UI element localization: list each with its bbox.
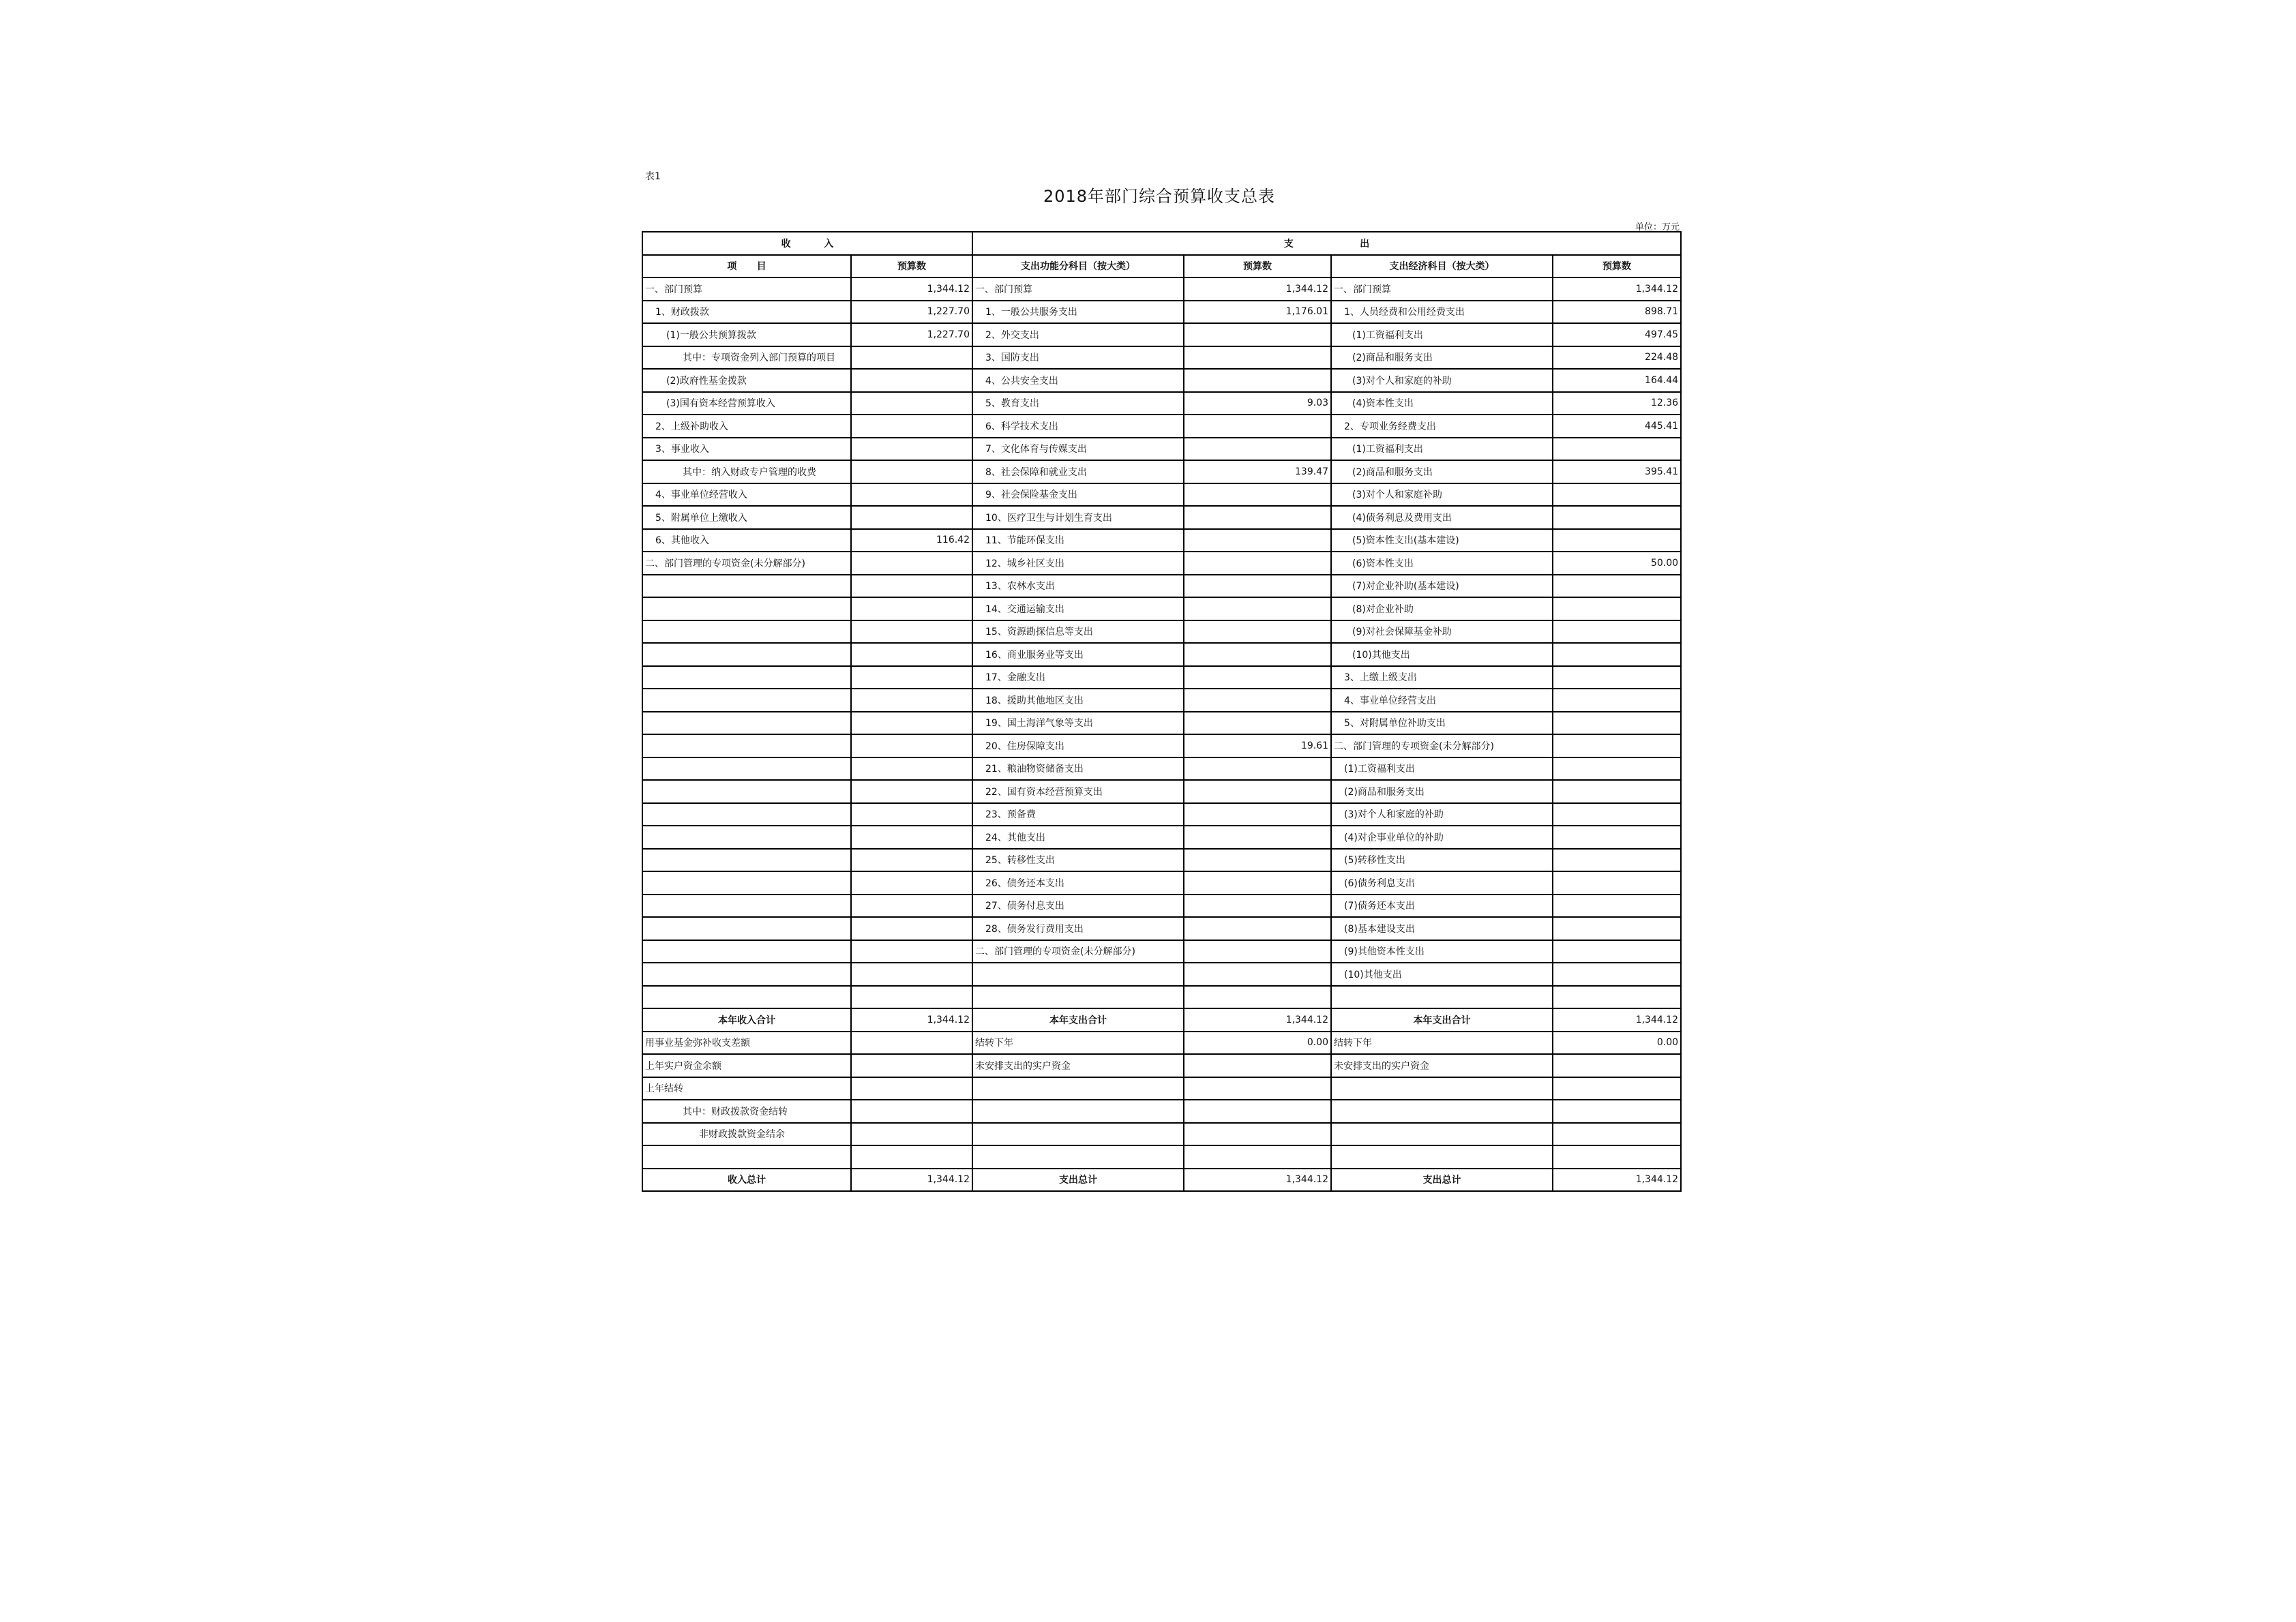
cell-economic-budget	[1553, 620, 1681, 644]
cell-function-budget	[1184, 895, 1331, 918]
table-row	[642, 460, 1681, 483]
cell-income-budget	[851, 849, 972, 872]
cell-function-item: 14、交通运输支出	[972, 597, 1184, 620]
cell-income-item	[642, 666, 851, 689]
cell-economic-item: (6)资本性支出	[1331, 552, 1553, 575]
cell-income-budget	[851, 643, 972, 666]
cell-function-item: 28、债务发行费用支出	[972, 917, 1184, 940]
cell-economic-item: 1、人员经费和公用经费支出	[1331, 301, 1553, 324]
cell-economic-budget	[1553, 780, 1681, 803]
cell-economic-item	[1331, 1077, 1553, 1100]
cell-economic-budget	[1553, 963, 1681, 986]
cell-economic-budget: 497.45	[1553, 323, 1681, 346]
cell-function-item: 11、节能环保支出	[972, 529, 1184, 552]
cell-function-budget: 1,344.12	[1184, 1169, 1331, 1192]
cell-income-item: 上年实户资金余额	[642, 1054, 851, 1077]
cell-function-budget	[1184, 415, 1331, 438]
cell-income-budget	[851, 438, 972, 461]
cell-function-item: 7、文化体育与传媒支出	[972, 438, 1184, 461]
cell-income-budget	[851, 803, 972, 826]
cell-function-item: 6、科学技术支出	[972, 415, 1184, 438]
cell-income-budget	[851, 1032, 972, 1055]
cell-economic-budget	[1553, 734, 1681, 757]
cell-function-budget	[1184, 483, 1331, 507]
cell-function-item: 22、国有资本经营预算支出	[972, 780, 1184, 803]
cell-economic-budget: 164.44	[1553, 369, 1681, 392]
cell-function-budget	[1184, 1100, 1331, 1123]
cell-function-budget: 9.03	[1184, 392, 1331, 415]
cell-income-budget	[851, 712, 972, 735]
cell-income-budget	[851, 1145, 972, 1169]
cell-function-budget	[1184, 757, 1331, 781]
table-row	[642, 506, 1681, 529]
cell-economic-item	[1331, 1123, 1553, 1146]
cell-function-item: 19、国土海洋气象等支出	[972, 712, 1184, 735]
cell-economic-item: 支出总计	[1331, 1169, 1553, 1192]
cell-function-item: 20、住房保障支出	[972, 734, 1184, 757]
col-header-income-item: 项 目	[642, 255, 851, 278]
table-row	[642, 552, 1681, 575]
cell-function-item	[972, 1123, 1184, 1146]
cell-economic-item: 3、上缴上级支出	[1331, 666, 1553, 689]
cell-function-item	[972, 1145, 1184, 1169]
table-row	[642, 780, 1681, 803]
cell-function-budget: 1,344.12	[1184, 277, 1331, 301]
cell-income-budget	[851, 826, 972, 849]
cell-economic-item	[1331, 1100, 1553, 1123]
cell-function-item: 4、公共安全支出	[972, 369, 1184, 392]
cell-economic-budget: 224.48	[1553, 346, 1681, 370]
cell-income-item: 本年收入合计	[642, 1008, 851, 1032]
table-row	[642, 1054, 1681, 1077]
cell-economic-item: (2)商品和服务支出	[1331, 780, 1553, 803]
cell-economic-item: 本年支出合计	[1331, 1008, 1553, 1032]
cell-income-item	[642, 871, 851, 895]
column-header-row	[642, 255, 1681, 278]
cell-function-budget	[1184, 1077, 1331, 1100]
cell-function-budget	[1184, 643, 1331, 666]
cell-function-budget: 1,344.12	[1184, 1008, 1331, 1032]
cell-function-budget	[1184, 597, 1331, 620]
table-row	[642, 620, 1681, 644]
income-group-header: 收 入	[642, 232, 972, 255]
cell-economic-item	[1331, 1145, 1553, 1169]
table-row	[642, 1100, 1681, 1123]
cell-income-item	[642, 940, 851, 963]
cell-economic-budget	[1553, 712, 1681, 735]
cell-economic-item: 2、专项业务经费支出	[1331, 415, 1553, 438]
cell-function-budget	[1184, 963, 1331, 986]
cell-function-item	[972, 1077, 1184, 1100]
cell-income-budget	[851, 369, 972, 392]
cell-function-budget	[1184, 369, 1331, 392]
cell-economic-budget	[1553, 597, 1681, 620]
table-row	[642, 917, 1681, 940]
cell-function-item: 9、社会保险基金支出	[972, 483, 1184, 507]
cell-economic-item: (1)工资福利支出	[1331, 438, 1553, 461]
cell-economic-budget	[1553, 803, 1681, 826]
cell-economic-item: 未安排支出的实户资金	[1331, 1054, 1553, 1077]
table-row	[642, 529, 1681, 552]
cell-income-budget	[851, 986, 972, 1009]
cell-function-item: 23、预备费	[972, 803, 1184, 826]
page-title: 2018年部门综合预算收支总表	[1043, 187, 1276, 206]
cell-function-budget	[1184, 826, 1331, 849]
cell-economic-item: (2)商品和服务支出	[1331, 346, 1553, 370]
cell-function-item: 17、金融支出	[972, 666, 1184, 689]
table-row	[642, 666, 1681, 689]
cell-function-item: 一、部门预算	[972, 277, 1184, 301]
cell-economic-budget	[1553, 917, 1681, 940]
cell-economic-item: (4)资本性支出	[1331, 392, 1553, 415]
cell-economic-budget: 395.41	[1553, 460, 1681, 483]
cell-economic-budget: 12.36	[1553, 392, 1681, 415]
cell-income-budget	[851, 506, 972, 529]
cell-function-item: 26、债务还本支出	[972, 871, 1184, 895]
table-row	[642, 369, 1681, 392]
cell-economic-budget	[1553, 1100, 1681, 1123]
cell-income-budget	[851, 780, 972, 803]
col-header-function-budget: 预算数	[1184, 255, 1331, 278]
table-row	[642, 940, 1681, 963]
table-row	[642, 1032, 1681, 1055]
cell-income-item: (1)一般公共预算拨款	[642, 323, 851, 346]
table-row	[642, 712, 1681, 735]
cell-function-item: 8、社会保障和就业支出	[972, 460, 1184, 483]
cell-function-budget	[1184, 871, 1331, 895]
cell-income-budget	[851, 575, 972, 598]
cell-function-budget: 1,176.01	[1184, 301, 1331, 324]
cell-economic-budget	[1553, 757, 1681, 781]
cell-economic-item: (9)其他资本性支出	[1331, 940, 1553, 963]
cell-function-item: 13、农林水支出	[972, 575, 1184, 598]
cell-function-item: 结转下年	[972, 1032, 1184, 1055]
table-row	[642, 963, 1681, 986]
cell-economic-item: 一、部门预算	[1331, 277, 1553, 301]
cell-function-budget	[1184, 1145, 1331, 1169]
cell-income-budget	[851, 757, 972, 781]
cell-function-item: 18、援助其他地区支出	[972, 689, 1184, 712]
budget-table	[642, 231, 1682, 1192]
cell-income-budget	[851, 1077, 972, 1100]
cell-income-item	[642, 712, 851, 735]
cell-income-budget: 1,227.70	[851, 301, 972, 324]
cell-economic-item: (4)对企事业单位的补助	[1331, 826, 1553, 849]
cell-economic-item: 二、部门管理的专项资金(未分解部分)	[1331, 734, 1553, 757]
cell-income-item: 非财政拨款资金结余	[642, 1123, 851, 1146]
cell-income-item	[642, 963, 851, 986]
cell-income-item: 其中：专项资金列入部门预算的项目	[642, 346, 851, 370]
cell-economic-budget: 445.41	[1553, 415, 1681, 438]
table-row	[642, 1077, 1681, 1100]
cell-economic-item: (2)商品和服务支出	[1331, 460, 1553, 483]
cell-function-budget	[1184, 940, 1331, 963]
cell-income-budget	[851, 346, 972, 370]
group-header-row	[642, 232, 1681, 255]
cell-economic-budget	[1553, 689, 1681, 712]
cell-economic-item: (8)对企业补助	[1331, 597, 1553, 620]
cell-function-budget	[1184, 1054, 1331, 1077]
cell-income-item	[642, 780, 851, 803]
cell-income-budget: 1,344.12	[851, 1008, 972, 1032]
cell-economic-budget: 1,344.12	[1553, 1169, 1681, 1192]
cell-income-item	[642, 575, 851, 598]
cell-economic-item: (5)转移性支出	[1331, 849, 1553, 872]
table-row	[642, 643, 1681, 666]
cell-function-budget	[1184, 1123, 1331, 1146]
cell-function-item	[972, 963, 1184, 986]
cell-economic-item: (9)对社会保障基金补助	[1331, 620, 1553, 644]
cell-income-item	[642, 895, 851, 918]
cell-income-budget	[851, 940, 972, 963]
cell-economic-budget	[1553, 483, 1681, 507]
cell-economic-budget	[1553, 666, 1681, 689]
cell-function-item: 21、粮油物资储备支出	[972, 757, 1184, 781]
cell-income-budget	[851, 620, 972, 644]
cell-economic-item: (7)对企业补助(基本建设)	[1331, 575, 1553, 598]
cell-income-item: 用事业基金弥补收支差额	[642, 1032, 851, 1055]
cell-function-item: 3、国防支出	[972, 346, 1184, 370]
cell-function-budget: 139.47	[1184, 460, 1331, 483]
cell-economic-budget: 50.00	[1553, 552, 1681, 575]
cell-function-budget	[1184, 552, 1331, 575]
cell-income-budget: 1,344.12	[851, 277, 972, 301]
cell-function-item: 二、部门管理的专项资金(未分解部分)	[972, 940, 1184, 963]
cell-economic-item: (1)工资福利支出	[1331, 757, 1553, 781]
cell-income-item	[642, 597, 851, 620]
table-row	[642, 871, 1681, 895]
cell-economic-budget	[1553, 1077, 1681, 1100]
cell-income-item: 5、附属单位上缴收入	[642, 506, 851, 529]
cell-function-budget	[1184, 666, 1331, 689]
table-row	[642, 757, 1681, 781]
cell-income-budget	[851, 963, 972, 986]
cell-economic-item: (4)债务利息及费用支出	[1331, 506, 1553, 529]
cell-economic-budget	[1553, 643, 1681, 666]
cell-function-item: 5、教育支出	[972, 392, 1184, 415]
cell-function-item: 24、其他支出	[972, 826, 1184, 849]
cell-economic-budget: 898.71	[1553, 301, 1681, 324]
table-row	[642, 826, 1681, 849]
cell-income-budget	[851, 1123, 972, 1146]
cell-function-budget	[1184, 917, 1331, 940]
table-row	[642, 895, 1681, 918]
cell-income-item: 其中：纳入财政专户管理的收费	[642, 460, 851, 483]
table-row	[642, 597, 1681, 620]
cell-income-budget	[851, 871, 972, 895]
table-row	[642, 734, 1681, 757]
cell-function-budget	[1184, 506, 1331, 529]
cell-function-item: 支出总计	[972, 1169, 1184, 1192]
cell-economic-budget	[1553, 940, 1681, 963]
cell-income-item	[642, 734, 851, 757]
cell-income-item: 其中：财政拨款资金结转	[642, 1100, 851, 1123]
cell-function-item: 10、医疗卫生与计划生育支出	[972, 506, 1184, 529]
cell-economic-budget: 1,344.12	[1553, 277, 1681, 301]
table-row	[642, 483, 1681, 507]
cell-income-item: 二、部门管理的专项资金(未分解部分)	[642, 552, 851, 575]
table-row	[642, 438, 1681, 461]
cell-economic-item: (3)对个人和家庭的补助	[1331, 369, 1553, 392]
cell-income-item: 上年结转	[642, 1077, 851, 1100]
table-row	[642, 277, 1681, 301]
cell-function-budget	[1184, 323, 1331, 346]
cell-income-item: 6、其他收入	[642, 529, 851, 552]
cell-economic-item: (10)其他支出	[1331, 643, 1553, 666]
cell-income-item: 3、事业收入	[642, 438, 851, 461]
cell-income-budget: 116.42	[851, 529, 972, 552]
cell-income-item: 2、上级补助收入	[642, 415, 851, 438]
table-row	[642, 323, 1681, 346]
cell-economic-budget	[1553, 849, 1681, 872]
cell-income-budget	[851, 483, 972, 507]
table-row	[642, 1008, 1681, 1032]
cell-income-item: 4、事业单位经营收入	[642, 483, 851, 507]
cell-economic-item: 结转下年	[1331, 1032, 1553, 1055]
cell-income-item	[642, 1145, 851, 1169]
cell-income-budget	[851, 552, 972, 575]
cell-income-item: (3)国有资本经营预算收入	[642, 392, 851, 415]
cell-income-item	[642, 917, 851, 940]
unit-label: 单位：万元	[1635, 222, 1680, 232]
cell-function-budget	[1184, 620, 1331, 644]
cell-economic-budget	[1553, 1123, 1681, 1146]
cell-economic-item: (1)工资福利支出	[1331, 323, 1553, 346]
cell-economic-budget: 1,344.12	[1553, 1008, 1681, 1032]
cell-income-budget	[851, 666, 972, 689]
cell-income-item: 收入总计	[642, 1169, 851, 1192]
col-header-economic-item: 支出经济科目（按大类）	[1331, 255, 1553, 278]
cell-economic-budget: 0.00	[1553, 1032, 1681, 1055]
cell-income-budget	[851, 392, 972, 415]
cell-economic-budget	[1553, 1054, 1681, 1077]
cell-economic-budget	[1553, 506, 1681, 529]
cell-function-budget	[1184, 529, 1331, 552]
table-row	[642, 1145, 1681, 1169]
cell-function-item: 1、一般公共服务支出	[972, 301, 1184, 324]
cell-income-budget	[851, 415, 972, 438]
cell-income-budget	[851, 597, 972, 620]
table-row	[642, 986, 1681, 1009]
cell-economic-item: (3)对个人和家庭的补助	[1331, 803, 1553, 826]
cell-function-item: 16、商业服务业等支出	[972, 643, 1184, 666]
cell-function-budget: 19.61	[1184, 734, 1331, 757]
table-row	[642, 575, 1681, 598]
expense-group-header: 支 出	[972, 232, 1681, 255]
cell-function-budget	[1184, 803, 1331, 826]
cell-economic-item: (10)其他支出	[1331, 963, 1553, 986]
cell-income-item	[642, 803, 851, 826]
cell-income-budget	[851, 1054, 972, 1077]
cell-income-item	[642, 620, 851, 644]
cell-economic-budget	[1553, 986, 1681, 1009]
cell-function-item: 27、债务付息支出	[972, 895, 1184, 918]
cell-economic-item: 4、事业单位经营支出	[1331, 689, 1553, 712]
cell-income-item: 一、部门预算	[642, 277, 851, 301]
cell-income-budget: 1,227.70	[851, 323, 972, 346]
cell-function-budget	[1184, 438, 1331, 461]
cell-economic-budget	[1553, 1145, 1681, 1169]
cell-function-item: 25、转移性支出	[972, 849, 1184, 872]
cell-function-budget	[1184, 346, 1331, 370]
table-row	[642, 301, 1681, 324]
cell-income-budget	[851, 734, 972, 757]
cell-economic-item: (8)基本建设支出	[1331, 917, 1553, 940]
cell-economic-item: (5)资本性支出(基本建设)	[1331, 529, 1553, 552]
table-row	[642, 346, 1681, 370]
cell-economic-item: (6)债务利息支出	[1331, 871, 1553, 895]
cell-income-item	[642, 849, 851, 872]
cell-function-item: 本年支出合计	[972, 1008, 1184, 1032]
cell-function-budget	[1184, 712, 1331, 735]
cell-economic-budget	[1553, 438, 1681, 461]
cell-income-budget	[851, 689, 972, 712]
cell-income-item	[642, 986, 851, 1009]
cell-economic-budget	[1553, 871, 1681, 895]
cell-economic-item: (7)债务还本支出	[1331, 895, 1553, 918]
cell-income-budget	[851, 895, 972, 918]
cell-income-budget: 1,344.12	[851, 1169, 972, 1192]
col-header-economic-budget: 预算数	[1553, 255, 1681, 278]
cell-income-item	[642, 643, 851, 666]
cell-income-item: 1、财政拨款	[642, 301, 851, 324]
cell-income-budget	[851, 917, 972, 940]
cell-function-item: 未安排支出的实户资金	[972, 1054, 1184, 1077]
cell-function-item: 2、外交支出	[972, 323, 1184, 346]
cell-income-budget	[851, 460, 972, 483]
cell-economic-budget	[1553, 826, 1681, 849]
cell-income-item	[642, 757, 851, 781]
cell-function-item: 12、城乡社区支出	[972, 552, 1184, 575]
cell-function-budget	[1184, 689, 1331, 712]
cell-economic-item: 5、对附属单位补助支出	[1331, 712, 1553, 735]
cell-function-budget	[1184, 780, 1331, 803]
table-row	[642, 803, 1681, 826]
cell-economic-item: (3)对个人和家庭补助	[1331, 483, 1553, 507]
table-row	[642, 849, 1681, 872]
cell-function-budget: 0.00	[1184, 1032, 1331, 1055]
cell-function-item	[972, 986, 1184, 1009]
cell-income-item	[642, 826, 851, 849]
cell-function-budget	[1184, 849, 1331, 872]
table-row	[642, 392, 1681, 415]
col-header-function-item: 支出功能分科目（按大类）	[972, 255, 1184, 278]
sheet-label: 表1	[645, 171, 661, 182]
cell-economic-budget	[1553, 529, 1681, 552]
col-header-income-budget: 预算数	[851, 255, 972, 278]
table-row	[642, 1123, 1681, 1146]
cell-economic-budget	[1553, 895, 1681, 918]
cell-economic-item	[1331, 986, 1553, 1009]
cell-function-item	[972, 1100, 1184, 1123]
cell-income-item	[642, 689, 851, 712]
cell-function-budget	[1184, 986, 1331, 1009]
cell-function-budget	[1184, 575, 1331, 598]
cell-income-item: (2)政府性基金拨款	[642, 369, 851, 392]
cell-function-item: 15、资源勘探信息等支出	[972, 620, 1184, 644]
table-row	[642, 1169, 1681, 1192]
table-row	[642, 689, 1681, 712]
cell-income-budget	[851, 1100, 972, 1123]
table-row	[642, 415, 1681, 438]
cell-economic-budget	[1553, 575, 1681, 598]
